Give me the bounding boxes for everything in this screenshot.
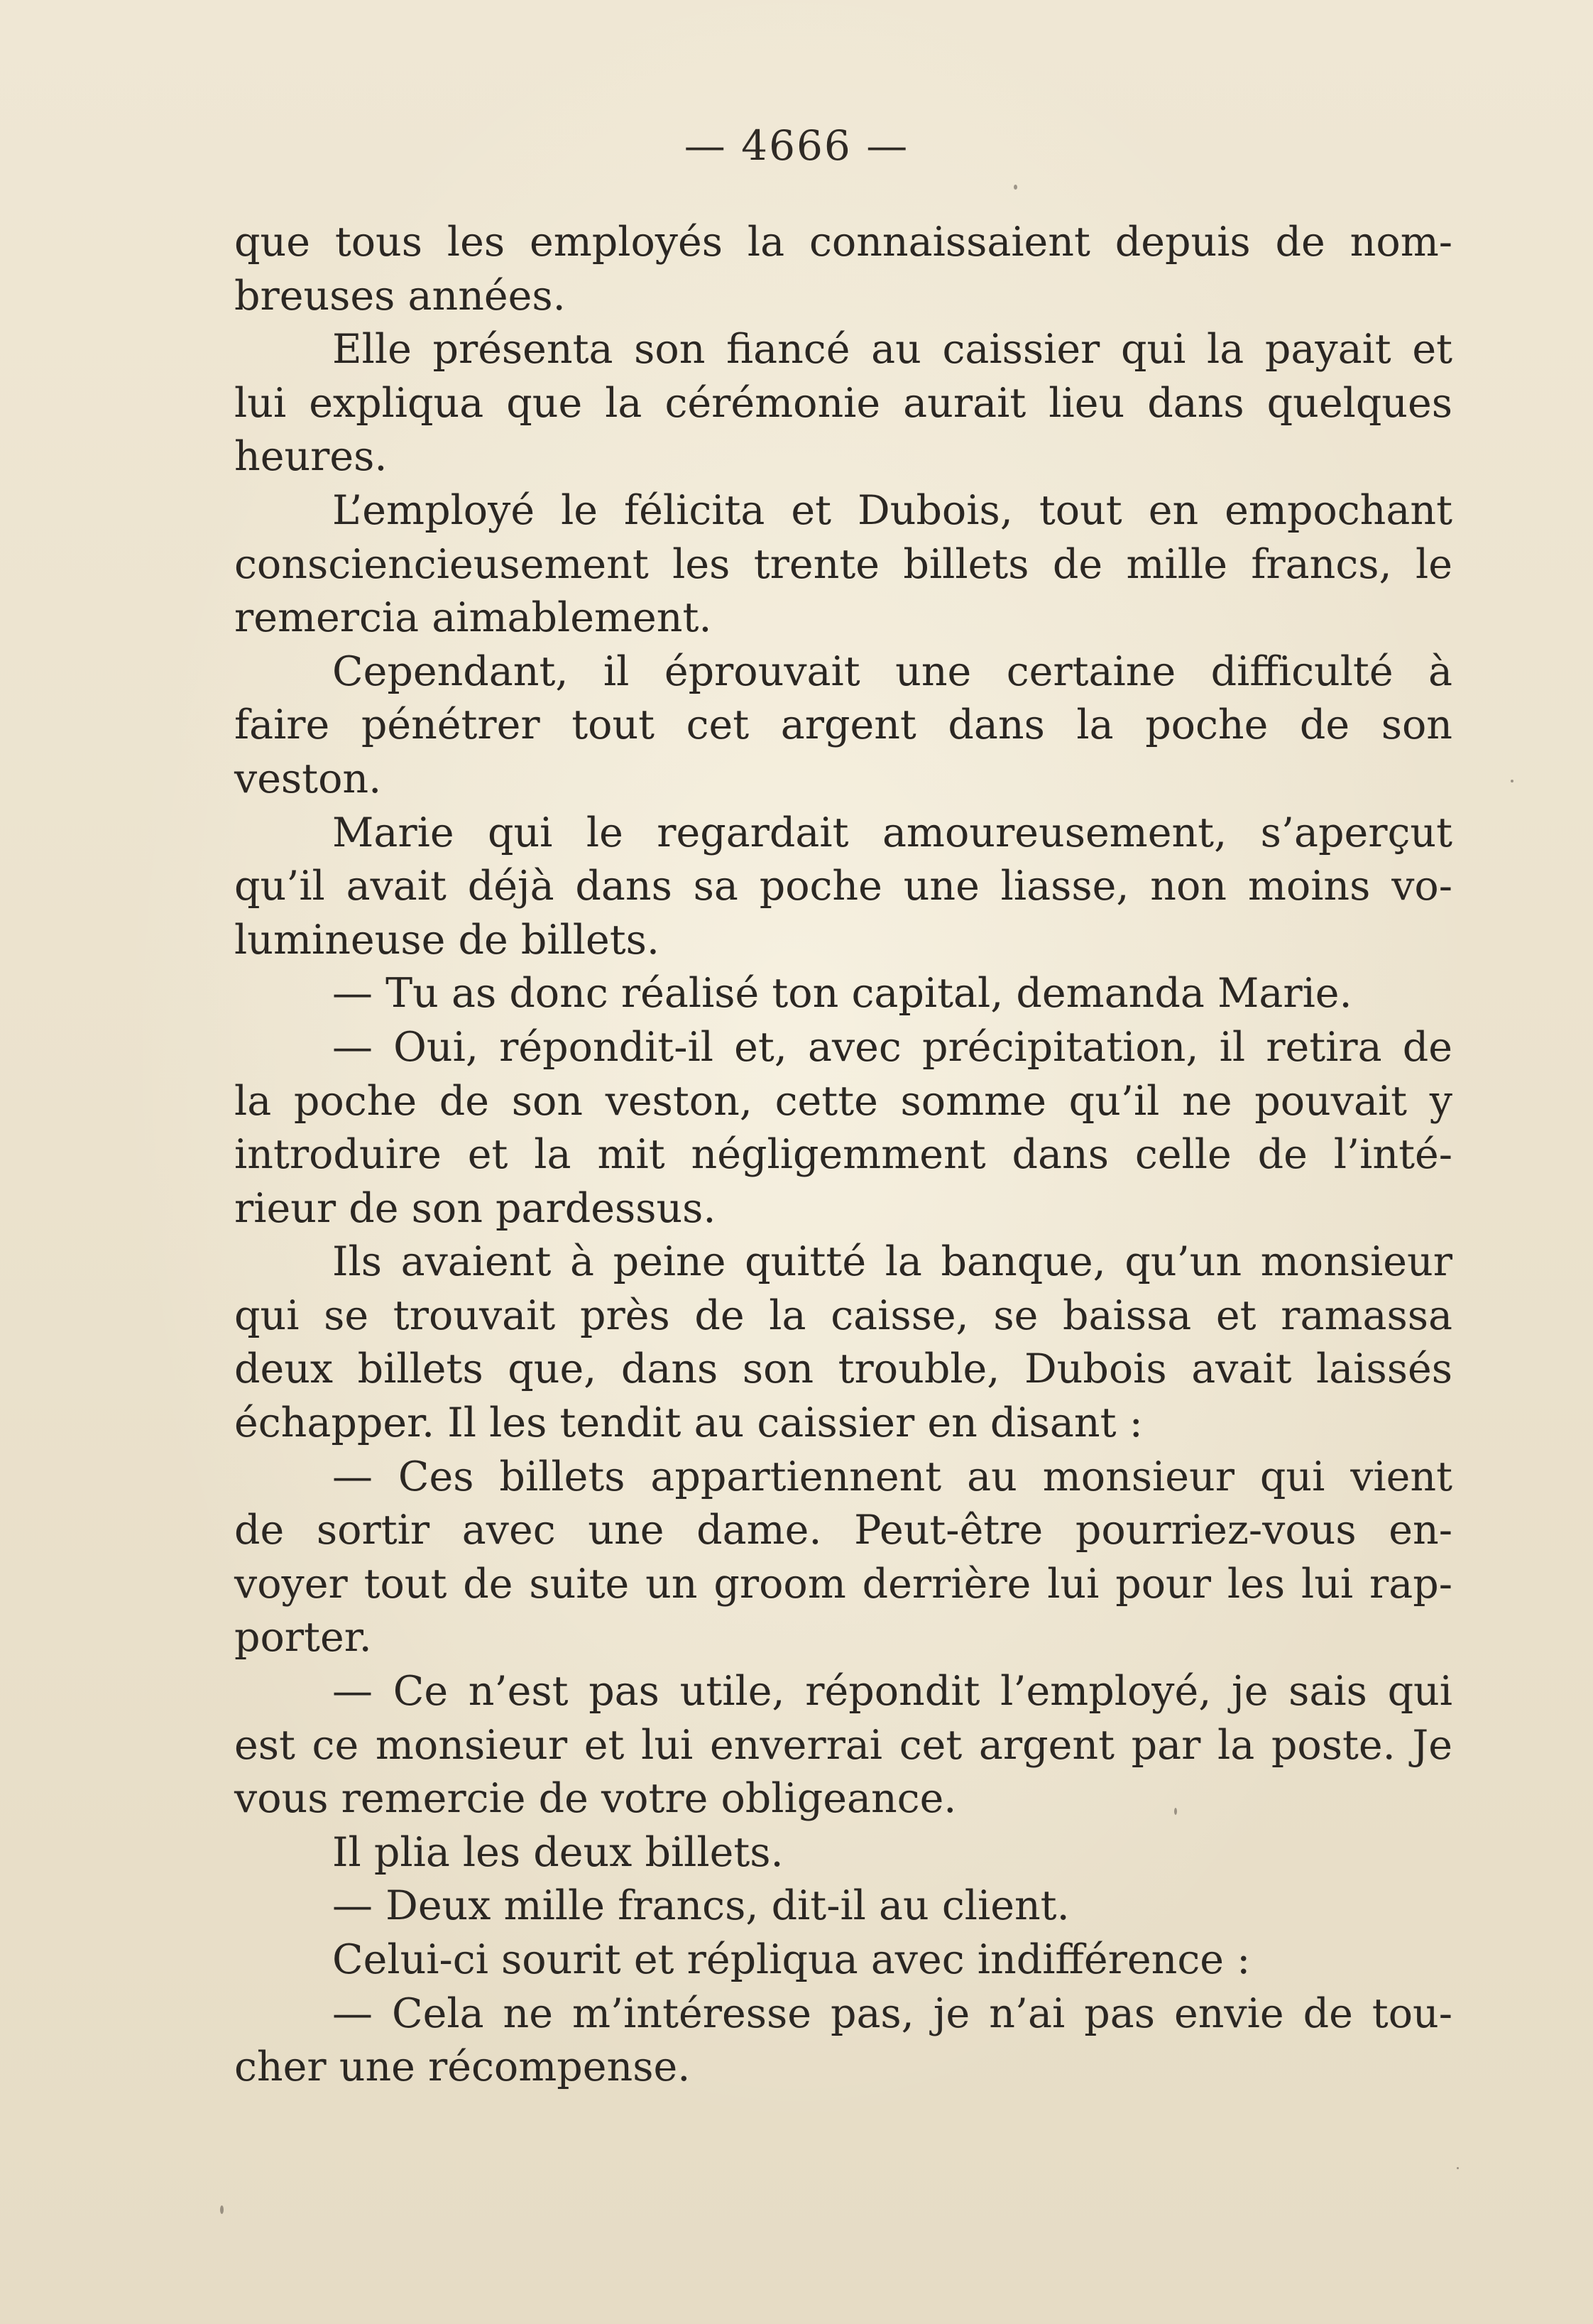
text-line: L’employé le félicita et Dubois, tout en empochant (332, 486, 1452, 534)
text-line: est ce monsieur et lui enverrai cet argent par la poste. Je (234, 1721, 1452, 1769)
text-line: de sortir avec une dame. Peut-être pourriez-vous en- (234, 1507, 1452, 1554)
text-line: — Ce n’est pas utile, répondit l’employé, je sais qui (332, 1668, 1452, 1715)
text-line: voyer tout de suite un groom derrière lui pour les lui rap- (234, 1560, 1452, 1608)
paper-speck (1014, 185, 1017, 190)
text-line: vous remercie de votre obligeance. (234, 1775, 957, 1823)
text-line: heures. (234, 433, 388, 481)
text-line: — Oui, répondit-il et, avec précipitation, il retira de (332, 1023, 1452, 1071)
text-line: rieur de son pardessus. (234, 1184, 716, 1232)
text-line: remercia aimablement. (234, 594, 712, 642)
page-number: — 4666 — (684, 121, 909, 170)
text-line: lui expliqua que la cérémonie aurait lieu dans quelques (234, 379, 1452, 427)
text-line: faire pénétrer tout cet argent dans la poche de son (234, 702, 1452, 749)
text-line: Il plia les deux billets. (332, 1828, 784, 1876)
paper-speck (1511, 780, 1513, 782)
text-line: Elle présenta son fiancé au caissier qui la payait et (332, 326, 1452, 373)
paper-speck (220, 2205, 224, 2214)
paper-speck (1457, 2167, 1459, 2169)
text-line: porter. (234, 1614, 372, 1662)
paper-speck (1174, 1808, 1177, 1815)
text-line: — Cela ne m’intéresse pas, je n’ai pas envie de tou- (332, 1990, 1452, 2037)
text-line: veston. (234, 755, 382, 802)
text-line: que tous les employés la connaissaient depuis de nom- (234, 219, 1452, 266)
text-line: breuses années. (234, 272, 566, 320)
text-line: — Tu as donc réalisé ton capital, demanda Marie. (332, 970, 1352, 1018)
text-line: Cependant, il éprouvait une certaine difficulté à (332, 648, 1452, 695)
text-line: introduire et la mit négligemment dans celle de l’inté- (234, 1131, 1452, 1179)
text-line: lumineuse de billets. (234, 916, 660, 964)
text-line: qui se trouvait près de la caisse, se baissa et ramassa (234, 1292, 1452, 1339)
text-line: consciencieusement les trente billets de mille francs, le (234, 540, 1452, 588)
body-text (234, 216, 1452, 2095)
text-line: — Deux mille francs, dit-il au client. (332, 1882, 1070, 1930)
text-line: Celui-ci sourit et répliqua avec indifférence : (332, 1936, 1251, 1983)
text-line: cher une récompense. (234, 2044, 691, 2091)
text-line: deux billets que, dans son trouble, Dubois avait laissés (234, 1346, 1452, 1393)
text-line: la poche de son veston, cette somme qu’il ne pouvait y (234, 1077, 1452, 1125)
text-line: qu’il avait déjà dans sa poche une liasse, non moins vo- (234, 863, 1452, 910)
text-line: Marie qui le regardait amoureusement, s’aperçut (332, 809, 1452, 856)
text-line: échapper. Il les tendit au caissier en disant : (234, 1400, 1143, 1447)
text-line: Ils avaient à peine quitté la banque, qu’un monsieur (332, 1238, 1452, 1286)
text-line: — Ces billets appartiennent au monsieur qui vient (332, 1453, 1452, 1500)
